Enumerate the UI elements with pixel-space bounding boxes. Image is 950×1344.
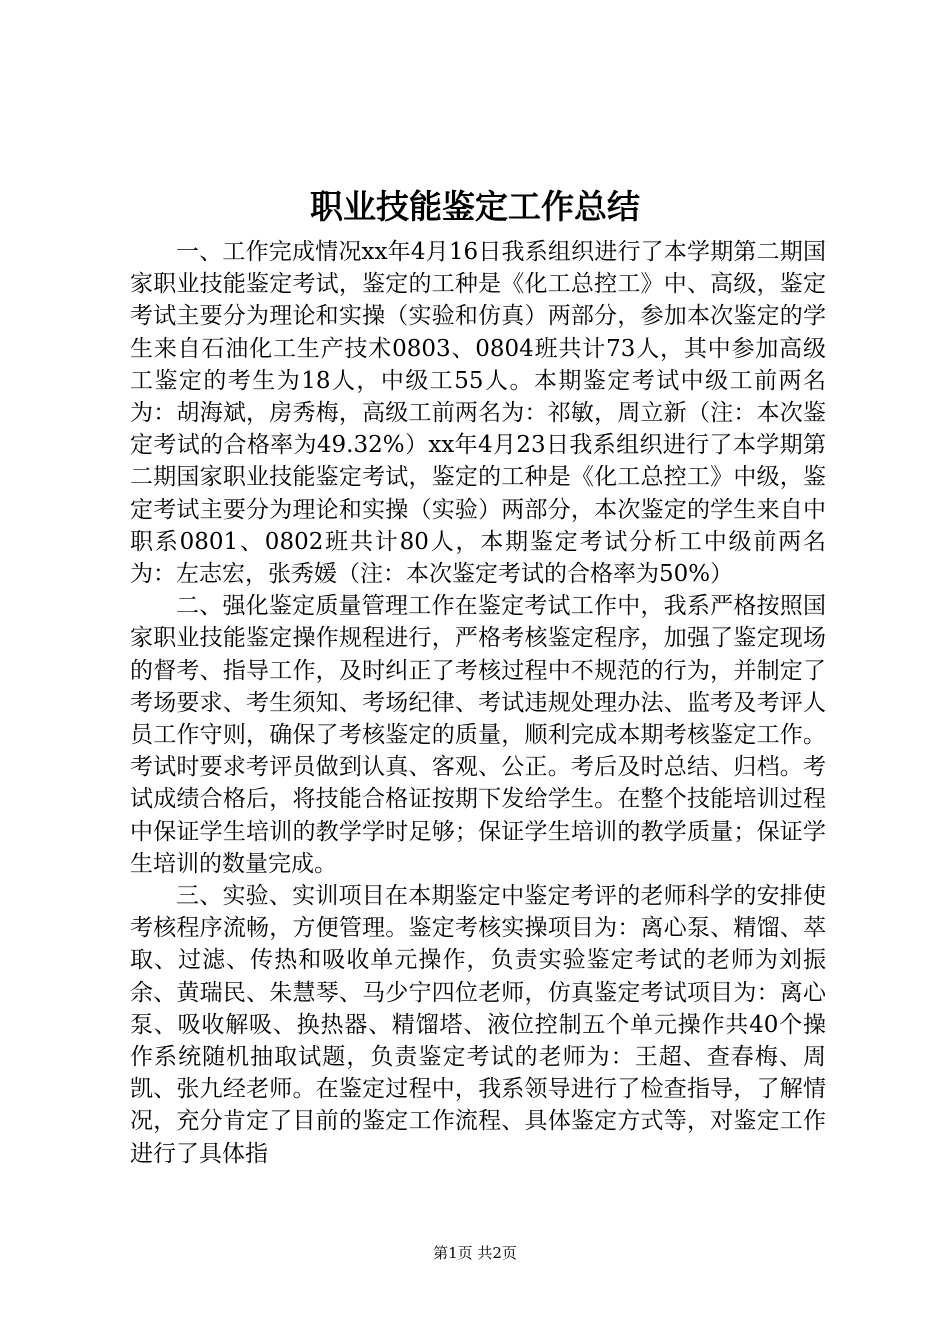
document-body <box>130 236 826 1170</box>
paragraph-work-completion: 一、工作完成情况xx年4月16日我系组织进行了本学期第二期国家职业技能鉴定考试，鉴定的工种是《化工总控工》中、高级，鉴定考试主要分为理论和实操（实验和仿真）两部分，参加本次鉴定的学生来自石油化工生产技术0803、0804班共计73人，其中参加高级工鉴定的考生为18人，中级工55人。本期鉴定考试中级工前两名为：胡海斌，房秀梅，高级工前两名为：祁敏，周立新（注：本次鉴定考试的合格率为49.32%）xx年4月23日我系组织进行了本学期第二期国家职业技能鉴定考试，鉴定的工种是《化工总控工》中级，鉴定考试主要分为理论和实操（实验）两部分，本次鉴定的学生来自中职系0801、0802班共计80人，本期鉴定考试分析工中级前两名为：左志宏，张秀媛（注：本次鉴定考试的合格率为50%） <box>130 239 826 588</box>
paragraph-quality-management: 二、强化鉴定质量管理工作在鉴定考试工作中，我系严格按照国家职业技能鉴定操作规程进行，严格考核鉴定程序，加强了鉴定现场的督考、指导工作，及时纠正了考核过程中不规范的行为，并制定了考场要求、考生须知、考场纪律、考试违规处理办法、监考及考评人员工作守则，确保了考核鉴定的质量，顺利完成本期考核鉴定工作。考试时要求考评员做到认真、客观、公正。考后及时总结、归档。考试成绩合格后，将技能合格证按期下发给学生。在整个技能培训过程中保证学生培训的教学学时足够；保证学生培训的教学质量；保证学生培训的数量完成。 <box>130 593 826 877</box>
document-title: 职业技能鉴定工作总结 <box>310 187 640 226</box>
paragraph-experiment-training: 三、实验、实训项目在本期鉴定中鉴定考评的老师科学的安排使考核程序流畅，方便管理。鉴定考核实操项目为：离心泵、精馏、萃取、过滤、传热和吸收单元操作，负责实验鉴定考试的老师为刘振余、黄瑞民、朱慧琴、马少宁四位老师，仿真鉴定考试项目为：离心泵、吸收解吸、换热器、精馏塔、液位控制五个单元操作共40个操作系统随机抽取试题，负责鉴定考试的老师为：王超、查春梅、周凯、张九经老师。在鉴定过程中，我系领导进行了检查指导，了解情况，充分肯定了目前的鉴定工作流程、具体鉴定方式等，对鉴定工作进行了具体指 <box>130 883 826 1167</box>
page-footer: 第1页 共2页 <box>433 1244 517 1262</box>
